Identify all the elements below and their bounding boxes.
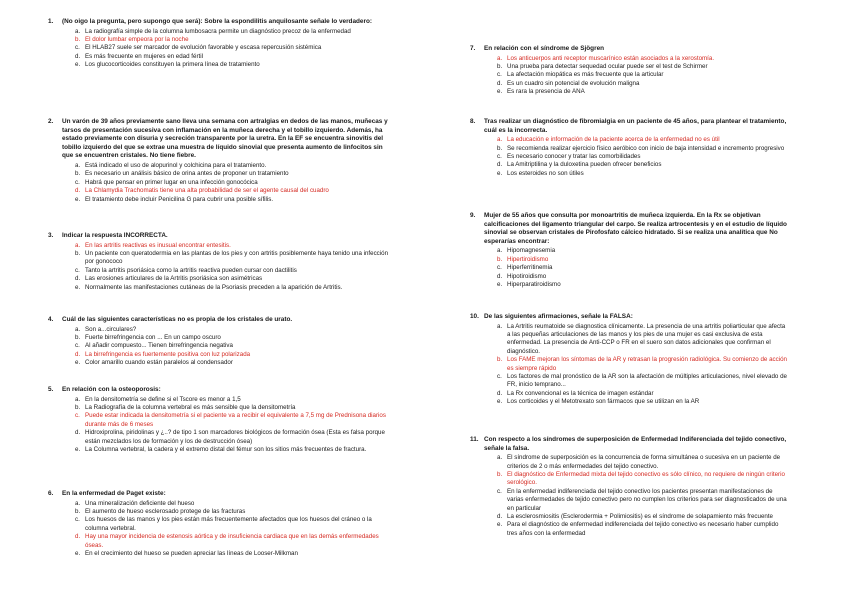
answer-option — [48, 267, 393, 275]
question-text: Tras realizar un diagnóstico de fibromialgia en un paciente de 45 años, para plantear el tratamiento, cuál es la incorrecta. — [484, 118, 787, 134]
option-letter: a. — [75, 499, 81, 507]
option-letter: a. — [75, 395, 81, 403]
question-text: Con respecto a los síndromes de superposición de Enfermedad Indiferenciada del tejido conectivo, señale la falsa. — [484, 436, 787, 452]
answer-options — [48, 396, 393, 455]
question-block — [48, 18, 393, 70]
question-stem — [470, 436, 788, 453]
option-text: La birrefringencia es fuertemente positiva con luz polarizada — [85, 350, 251, 358]
option-text: Se recomienda realizar ejercicio físico aeróbico con inicio de baja intensidad e incremento progresivo — [507, 144, 785, 152]
option-text: La Artritis reumatoide se diagnostica clínicamente. La presencia de una artritis poliarticular que afecta a las pequeñas articulaciones de las manos y los pies de una mujer es casi exclusiva de esta enfermedad. La presencia de Anti-CCP o FR en el suero son datos adicionales que confirman el diagnóstico. — [507, 322, 786, 355]
option-letter: c. — [75, 516, 80, 524]
question-stem — [48, 316, 393, 325]
option-text: El HLAB27 suele ser marcador de evolución favorable y escasa repercusión sistémica — [85, 44, 322, 52]
option-text: La Radiografía de la columna vertebral es más sensible que la densitometría — [85, 404, 296, 411]
answer-option — [48, 61, 393, 69]
answer-options — [48, 28, 393, 70]
question-stem — [48, 18, 393, 27]
answer-option — [48, 334, 393, 342]
option-letter: e. — [75, 195, 81, 203]
option-text: Los esteroides no son útiles — [507, 169, 584, 177]
question-block — [48, 316, 393, 368]
option-letter: e. — [497, 169, 503, 177]
answer-option — [48, 550, 393, 558]
option-text: Los FAME mejoran los síntomas de la AR y retrasan la progresión radiológica. Su comienzo de acción es siempre rápido — [507, 356, 787, 372]
answer-option — [470, 281, 788, 289]
question-text: En la enfermedad de Paget existe: — [62, 490, 166, 497]
option-text: En la densitometría se define si el Tscore es menor a 1,5 — [85, 395, 241, 403]
option-letter: e. — [75, 446, 81, 454]
option-letter: c. — [497, 264, 502, 272]
answer-options — [470, 323, 788, 407]
option-letter: b. — [497, 471, 503, 478]
option-text: Color amarillo cuando están paralelos al condensador — [85, 359, 233, 367]
question-stem — [470, 45, 788, 54]
answer-options — [48, 242, 393, 292]
answer-option — [48, 284, 393, 292]
answer-option — [48, 342, 393, 350]
option-letter: d. — [75, 429, 81, 437]
answer-options — [48, 162, 393, 204]
answer-option-correct — [48, 187, 393, 195]
option-letter: c. — [497, 373, 502, 381]
question-number: 1. — [48, 18, 54, 25]
option-letter: b. — [75, 334, 81, 341]
answer-options — [48, 326, 393, 368]
answer-option — [48, 429, 393, 446]
answer-option — [470, 454, 788, 471]
answer-options — [470, 55, 788, 97]
answer-options — [470, 454, 788, 538]
answer-option — [470, 513, 788, 521]
option-letter: c. — [497, 487, 502, 495]
option-letter: d. — [497, 513, 503, 521]
option-letter: d. — [75, 187, 81, 195]
answer-option — [470, 161, 788, 169]
question-block — [470, 212, 788, 289]
answer-option — [470, 398, 788, 406]
question-stem — [48, 490, 393, 499]
option-letter: a. — [497, 54, 503, 62]
question-number: 11. — [470, 436, 479, 443]
answer-option-correct — [48, 533, 393, 550]
option-text: Los glucocorticoides constituyen la primera línea de tratamiento — [85, 61, 260, 69]
answer-option — [48, 326, 393, 334]
option-text: Son a...circulares? — [85, 325, 137, 333]
answer-option — [470, 521, 788, 538]
option-letter: e. — [497, 281, 503, 288]
answer-option — [48, 162, 393, 170]
answer-option — [470, 264, 788, 272]
option-text: Tanto la artritis psoriásica como la artritis reactiva pueden cursar con dactilitis — [85, 266, 297, 274]
option-letter: b. — [75, 170, 81, 178]
answer-option — [48, 44, 393, 52]
option-letter: d. — [497, 161, 503, 169]
option-letter: c. — [75, 44, 80, 52]
option-text: Para el diagnóstico de enfermedad indiferenciada del tejido conectivo es necesario haber cumplido tres años con la enfermedad — [507, 521, 779, 537]
option-letter: d. — [497, 389, 503, 397]
question-text: Un varón de 39 años previamente sano lleva una semana con artralgias en dedos de las manos, muñecas y tarsos de presentación sucesiva con inflamación en la muñeca derecha y el tobillo izquierdo. Además, ha estado previamente con disuria y secreción transparente por la uretra. En la EF se encuentra sinovitis del tobillo izquierdo del que se extrae una muestra de líquido sinovial que presenta aumento de linfocitos sin que se encuentren cristales. No tiene fiebre. — [62, 118, 388, 160]
question-number: 7. — [470, 45, 476, 52]
option-text: Los factores de mal pronóstico de la AR son la afectación de múltiples articulaciones, nivel elevado de FR, inicio temprano... — [507, 373, 787, 389]
option-letter: e. — [75, 283, 81, 291]
option-letter: a. — [75, 27, 81, 35]
question-number: 2. — [48, 118, 54, 125]
question-number: 3. — [48, 232, 54, 239]
question-block — [470, 436, 788, 538]
option-letter: b. — [75, 508, 81, 515]
question-stem — [470, 212, 788, 246]
question-block — [470, 45, 788, 97]
option-text: Está indicado el uso de alopurinol y colchicina para el tratamiento. — [85, 161, 267, 169]
option-letter: c. — [75, 178, 80, 186]
option-text: La Rx convencional es la técnica de imagen estándar — [507, 389, 654, 397]
answer-option-correct — [48, 36, 393, 44]
option-text: El aumento de hueso esclerosado protege de las fracturas — [85, 508, 246, 515]
answer-option — [48, 53, 393, 61]
answer-option — [470, 373, 788, 390]
option-text: El dolor lumbar empeora por la noche — [85, 36, 189, 43]
option-text: La afectación miopática es más frecuente que la articular — [507, 71, 664, 79]
question-text: De las siguientes afirmaciones, señale la FALSA: — [484, 313, 633, 320]
answer-option — [48, 446, 393, 454]
option-text: La Amitriptilina y la duloxetina pueden ofrecer beneficios — [507, 161, 662, 169]
option-text: Hipomagnesemia — [507, 247, 556, 255]
answer-option — [470, 323, 788, 357]
option-text: En la enfermedad indiferenciada del tejido conectivo los pacientes presentan manifestaciones de varias enfermedades de tejido conectivo pero no cumplen los criterios para ser diagnosticados de una en particular — [507, 487, 787, 512]
answer-option — [470, 153, 788, 161]
option-letter: e. — [75, 550, 81, 558]
question-number: 9. — [470, 212, 476, 219]
option-text: El diagnóstico de Enfermedad mixta del tejido conectivo es sólo clínico, no requiere de ningún criterio serológico. — [507, 471, 785, 487]
option-letter: c. — [75, 412, 80, 420]
answer-option — [470, 63, 788, 71]
answer-option — [470, 170, 788, 178]
option-letter: b. — [75, 250, 81, 257]
option-letter: b. — [497, 144, 503, 152]
answer-option-correct — [48, 412, 393, 429]
option-letter: e. — [497, 398, 503, 406]
option-letter: a. — [497, 136, 503, 144]
option-text: La radiografía simple de la columna lumbosacra permite un diagnóstico precoz de la enfermedad — [85, 27, 351, 35]
option-text: Es un cuadro sin potencial de evolución maligna — [507, 79, 640, 87]
option-text: Habrá que pensar en primer lugar en una infección gonocócica — [85, 178, 258, 186]
option-letter: a. — [497, 454, 503, 462]
option-text: Es necesario conocer y tratar las comorbilidades — [507, 153, 641, 160]
question-block — [48, 490, 393, 558]
option-letter: d. — [75, 350, 81, 358]
option-text: Hidroxiprolina, piridolinas y ¿..? de tipo 1 son marcadores biológicos de formación ósea (Esta es falsa porque están mezclados los de formación y los de destrucción ósea) — [85, 429, 385, 445]
answer-option — [48, 359, 393, 367]
answer-option — [48, 404, 393, 412]
option-letter: b. — [497, 356, 503, 364]
option-letter: d. — [75, 52, 81, 60]
option-text: Es más frecuente en mujeres en edad fértil — [85, 52, 203, 60]
option-letter: c. — [75, 266, 80, 274]
option-text: Los corticoides y el Metotrexato son fármacos que se utilizan en la AR — [507, 398, 700, 406]
option-text: El síndrome de superposición es la concurrencia de forma simultánea o sucesiva en un paciente de criterios de 2 o más enfermedades del tejido conectivo. — [507, 454, 781, 470]
option-text: Un paciente con queratodermia en las plantas de los pies y con artritis posiblemente haya tenido una infección por gonococo — [85, 250, 389, 266]
option-letter: b. — [75, 36, 81, 43]
answer-option — [48, 28, 393, 36]
answer-option — [470, 88, 788, 96]
option-text: Es necesario un análisis básico de orina antes de proponer un tratamiento — [85, 170, 289, 178]
answer-option — [470, 247, 788, 255]
option-text: Puede estar indicada la densitometría si el paciente va a recibir el equivalente a 7,5 mg de Prednisona diarios durante más de 6 meses — [85, 412, 386, 428]
question-number: 6. — [48, 490, 54, 497]
answer-option-correct — [470, 256, 788, 264]
answer-options — [470, 247, 788, 289]
option-letter: e. — [75, 61, 81, 69]
answer-option — [470, 390, 788, 398]
answer-option-correct — [470, 356, 788, 373]
option-letter: a. — [75, 325, 81, 333]
question-text: Mujer de 55 años que consulta por monoartritis de muñeca izquierda. En la Rx se objetivan calcificaciones del ligamento triangular del carpo. Se realiza artrocentesis y en el estudio de líquido sinovial se observan cristales de Pirofosfato cálcico hidratado. Si se realiza una analítica que No esperarías encontrar: — [484, 212, 787, 245]
option-letter: a. — [75, 241, 81, 249]
question-stem — [48, 386, 393, 395]
answer-option — [48, 396, 393, 404]
option-text: Hipotiroidismo — [507, 272, 547, 280]
question-text: En relación con el síndrome de Sjögren — [484, 45, 605, 52]
option-text: La Chlamydia Trachomatis tiene una alta probabilidad de ser el agente causal del cuadro — [85, 187, 329, 195]
option-text: La esclerosmiositis (Esclerodermia + Polimiositis) es el síndrome de solapamiento más frecuente — [507, 513, 773, 521]
option-letter: b. — [75, 404, 81, 411]
answer-option — [48, 500, 393, 508]
option-text: Hay una mayor incidencia de estenosis aórtica y de insuficiencia cardiaca que en las demás enfermedades óseas. — [85, 533, 379, 549]
option-text: En el crecimiento del hueso se pueden apreciar las líneas de Looser-Milkman — [85, 550, 298, 558]
option-letter: e. — [75, 359, 81, 367]
option-letter: a. — [497, 247, 503, 255]
answer-option — [48, 170, 393, 178]
question-number: 4. — [48, 316, 54, 323]
option-text: Hipertiroidismo — [507, 255, 549, 263]
answer-option — [48, 250, 393, 267]
answer-option — [470, 145, 788, 153]
option-text: Una prueba para detectar sequedad ocular puede ser el test de Schirmer — [507, 63, 708, 70]
question-stem — [470, 313, 788, 322]
question-stem — [470, 118, 788, 135]
option-letter: b. — [497, 255, 503, 263]
question-stem — [48, 118, 393, 161]
option-letter: c. — [497, 153, 502, 160]
option-text: Normalmente las manifestaciones cutáneas de la Psoriasis preceden a la aparición de Artritis. — [85, 283, 343, 291]
question-number: 10. — [470, 313, 479, 320]
question-stem — [48, 232, 393, 241]
question-block — [470, 118, 788, 178]
question-block — [48, 232, 393, 292]
option-text: La educación e información de la paciente acerca de la enfermedad no es útil — [507, 136, 720, 144]
question-text: Cuál de las siguientes características no es propia de los cristales de urato. — [62, 316, 293, 323]
option-text: Hiperferritinemia — [507, 264, 553, 272]
question-block — [470, 313, 788, 407]
question-text: Indicar la respuesta INCORRECTA. — [62, 232, 168, 239]
option-letter: a. — [75, 161, 81, 169]
option-letter: c. — [497, 71, 502, 79]
option-text: Los huesos de las manos y los pies están más frecuentemente afectados que los huesos del cráneo o la columna vertebral. — [85, 516, 372, 532]
answer-option — [470, 80, 788, 88]
option-text: Al añadir compuesto... Tienen birrefringencia negativa — [85, 342, 233, 350]
answer-options — [48, 500, 393, 559]
option-text: Fuerte birrefringencia con ... En un campo oscuro — [85, 334, 221, 341]
answer-option-correct — [470, 55, 788, 63]
option-letter: d. — [75, 275, 81, 283]
option-text: En las artritis reactivas es inusual encontrar entesitis. — [85, 241, 231, 249]
answer-option — [470, 488, 788, 513]
answer-options — [470, 136, 788, 178]
answer-option — [48, 275, 393, 283]
option-letter: e. — [497, 521, 503, 529]
answer-option — [48, 508, 393, 516]
answer-option-correct — [470, 471, 788, 488]
answer-option-correct — [48, 351, 393, 359]
option-text: La Columna vertebral, la cadera y el extremo distal del fémur son los sitios más frecuentes de fractura. — [85, 446, 367, 454]
option-text: Hiperparatiroidismo — [507, 281, 561, 288]
question-block — [48, 118, 393, 204]
question-text: En relación con la osteoporosis: — [62, 386, 161, 393]
option-letter: e. — [497, 88, 503, 96]
question-number: 8. — [470, 118, 476, 125]
question-text: (No oigo la pregunta, pero supongo que será): Sobre la espondilitis anquilosante señale lo verdadero: — [62, 18, 372, 25]
option-text: El tratamiento debe incluir Penicilina G para cubrir una posible sífilis. — [85, 195, 274, 203]
answer-option-correct — [470, 136, 788, 144]
answer-option — [470, 273, 788, 281]
option-letter: a. — [497, 322, 503, 330]
answer-option — [48, 516, 393, 533]
answer-option — [48, 196, 393, 204]
answer-option — [48, 179, 393, 187]
option-letter: d. — [75, 533, 81, 541]
answer-option-correct — [48, 242, 393, 250]
option-text: Es rara la presencia de ANA — [507, 88, 585, 96]
option-text: Las erosiones articulares de la Artritis psoriásica son asimétricas — [85, 275, 263, 283]
answer-option — [470, 71, 788, 79]
option-letter: b. — [497, 63, 503, 70]
question-number: 5. — [48, 386, 54, 393]
option-letter: c. — [75, 342, 80, 350]
option-text: Los anticuerpos anti receptor muscarínico están asociados a la xerostomía. — [507, 54, 715, 62]
question-block — [48, 386, 393, 454]
option-text: Una mineralización deficiente del hueso — [85, 499, 195, 507]
option-letter: d. — [497, 79, 503, 87]
option-letter: d. — [497, 272, 503, 280]
